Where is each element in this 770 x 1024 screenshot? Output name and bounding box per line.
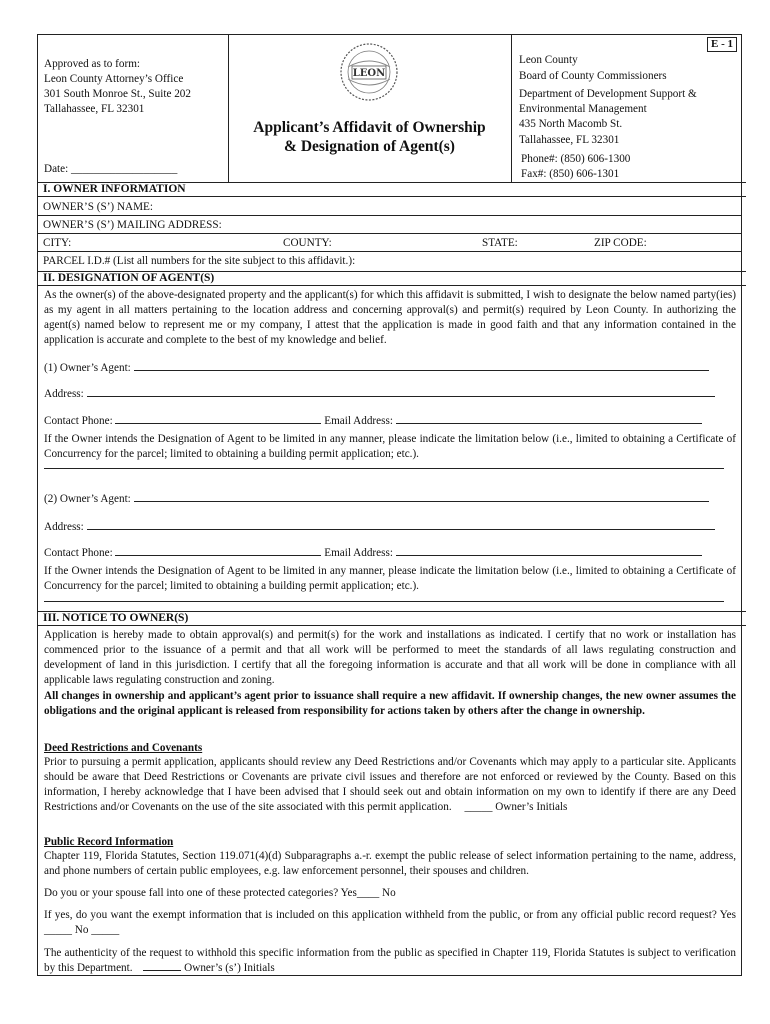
section-designation-of-agents-heading: II. DESIGNATION OF AGENT(S)	[38, 271, 746, 286]
parcel-id-field[interactable]: PARCEL I.D.# (List all numbers for the site subject to this affidavit.):	[43, 255, 356, 267]
affidavit-form	[37, 34, 742, 976]
agent2-address-field[interactable]	[87, 519, 715, 530]
agent1-name-field[interactable]	[134, 360, 709, 371]
ownership-change-notice: All changes in ownership and applicant’s agent prior to issuance shall require a new affidavit. If ownership changes, the new owner assumes the obligations and the original applicant is released from responsibility for actions taken by others after the change in ownership.	[44, 690, 736, 717]
public-record-heading: Public Record Information	[44, 836, 174, 848]
auth-owner-initials-label: Owner’s (s’) Initials	[184, 962, 275, 974]
section-owner-information-heading: I. OWNER INFORMATION	[38, 182, 746, 197]
agent2-contact-line	[44, 545, 702, 560]
city-county-state-zip-row	[38, 235, 741, 252]
notice-certification-text: Application is hereby made to obtain approval(s) and permit(s) for the work and installations as indicated. I certify that no work or installation has commenced prior to the issuance of a permit and that all work will be performed to meet the standards of all laws regulating construction and development of land in this jurisdiction. I certify that all the foregoing information is accurate and that all work will be done in compliance with all applicable laws regulating construction and zoning.	[44, 629, 736, 686]
agent2-limitation-field[interactable]	[44, 601, 724, 602]
agent2-email-field[interactable]	[396, 545, 702, 556]
agent2-label: (2) Owner’s Agent:	[44, 493, 131, 505]
approved-label: Approved as to form:	[44, 58, 141, 70]
deed-restrictions-text	[44, 755, 736, 830]
owner-mailing-address-field[interactable]: OWNER’S (S’) MAILING ADDRESS:	[38, 217, 741, 234]
public-record-text: Chapter 119, Florida Statutes, Section 119.071(4)(d) Subparagraphs a.-r. exempt the public release of select information pertaining to the name, address, and phone numbers of certain public employees, e.g. law enforcement personnel, their spouses and children.	[44, 850, 736, 877]
agent1-limitation-field[interactable]	[44, 468, 724, 469]
agent1-address-field[interactable]	[87, 386, 715, 397]
attorney-office: Leon County Attorney’s Office	[44, 73, 184, 85]
dept-line1: Department of Development Support &	[519, 88, 697, 100]
dept-city: Tallahassee, FL 32301	[519, 134, 620, 146]
deed-restrictions-body: Prior to pursuing a permit application, applicants should review any Deed Restrictions and/or Covenants which may apply to a particular site. Applicants should be aware that Deed Restrictions or Covenants are private civil issues and therefore are not enforced or reviewed by the County. Based on this information, I hereby acknowledge that I have been advised that I should seek out and obtain information on my own to identify if there are any Deed Restrictions and/or Covenants on the use of the site associated with this permit application.	[44, 756, 736, 813]
agent2-line	[44, 491, 709, 506]
agent2-phone-label: Contact Phone:	[44, 547, 113, 559]
agent1-address-label: Address:	[44, 388, 84, 400]
agent2-email-label: Email Address:	[324, 547, 393, 559]
agent1-phone-field[interactable]	[115, 413, 321, 424]
agent1-address-line	[44, 386, 715, 401]
agent1-email-label: Email Address:	[324, 415, 393, 427]
agent1-email-field[interactable]	[396, 413, 702, 424]
attorney-street: 301 South Monroe St., Suite 202	[44, 88, 191, 100]
state-field[interactable]: STATE:	[482, 237, 518, 249]
designation-intro-text: As the owner(s) of the above-designated property and the applicant(s) for which this affidavit is submitted, I wish to designate the below named party(ies) as my agent in all matters pertaining to the location address and concerning approval(s) and permit(s) required by Leon County. In authorizing the agent(s) named below to represent me or my company, I attest that the application is made in good faith and that any information contained in the application is accurate and complete to the best of my knowledge and belief.	[44, 289, 736, 346]
form-header	[38, 35, 741, 183]
auth-initials-blank[interactable]	[143, 962, 181, 971]
form-title-line2: & Designation of Agent(s)	[284, 138, 455, 155]
dept-line2: Environmental Management	[519, 103, 647, 115]
city-field[interactable]: CITY:	[43, 237, 72, 249]
agent2-address-line	[44, 519, 715, 534]
county-seal-icon	[338, 41, 400, 103]
agent1-phone-label: Contact Phone:	[44, 415, 113, 427]
withhold-information-question[interactable]: If yes, do you want the exempt information that is included on this application withheld from the public, or from any official public record request? Yes _____ No _____	[44, 909, 736, 936]
agent1-line	[44, 360, 709, 375]
deed-owner-initials-field[interactable]: _____ Owner’s Initials	[464, 801, 568, 813]
date-field[interactable]: Date: ___________________	[44, 163, 178, 175]
authenticity-body: The authenticity of the request to withhold this specific information from the public as specified in Chapter 119, Florida Statutes is subject to verification by this Department.	[44, 947, 736, 974]
county-name: Leon County	[519, 54, 578, 66]
section-notice-to-owners-heading: III. NOTICE TO OWNER(S)	[38, 611, 746, 626]
dept-fax: Fax#: (850) 606-1301	[521, 168, 620, 180]
deed-restrictions-heading: Deed Restrictions and Covenants	[44, 742, 203, 754]
form-code-badge: E - 1	[707, 37, 737, 52]
agent1-limitation-text: If the Owner intends the Designation of Agent to be limited in any manner, please indicate the limitation below (i.e., limited to obtaining a Certificate of Concurrency for the parcel; limited to obtaining a building permit application; etc.).	[44, 433, 736, 460]
form-title-line1: Applicant’s Affidavit of Ownership	[253, 119, 486, 136]
authenticity-text	[44, 946, 736, 976]
board-name: Board of County Commissioners	[519, 70, 667, 82]
owner-name-field[interactable]: OWNER’S (S’) NAME:	[38, 199, 741, 216]
agent1-contact-line	[44, 413, 702, 428]
dept-phone: Phone#: (850) 606-1300	[521, 153, 631, 165]
agent1-label: (1) Owner’s Agent:	[44, 362, 131, 374]
agent2-limitation-text: If the Owner intends the Designation of Agent to be limited in any manner, please indicate the limitation below (i.e., limited to obtaining a Certificate of Concurrency for the parcel; limited to obtaining a building permit application; etc.).	[44, 565, 736, 592]
agent2-phone-field[interactable]	[115, 545, 321, 556]
agent2-name-field[interactable]	[134, 491, 709, 502]
dept-street: 435 North Macomb St.	[519, 118, 623, 130]
zip-code-field[interactable]: ZIP CODE:	[594, 237, 647, 249]
title-block	[228, 35, 512, 182]
county-field[interactable]: COUNTY:	[283, 237, 332, 249]
attorney-city: Tallahassee, FL 32301	[44, 103, 145, 115]
approval-block	[38, 35, 229, 182]
agent2-address-label: Address:	[44, 521, 84, 533]
protected-category-question[interactable]: Do you or your spouse fall into one of these protected categories? Yes____ No	[44, 887, 396, 899]
county-contact-block	[511, 35, 741, 182]
seal-text: LEON	[352, 68, 386, 79]
